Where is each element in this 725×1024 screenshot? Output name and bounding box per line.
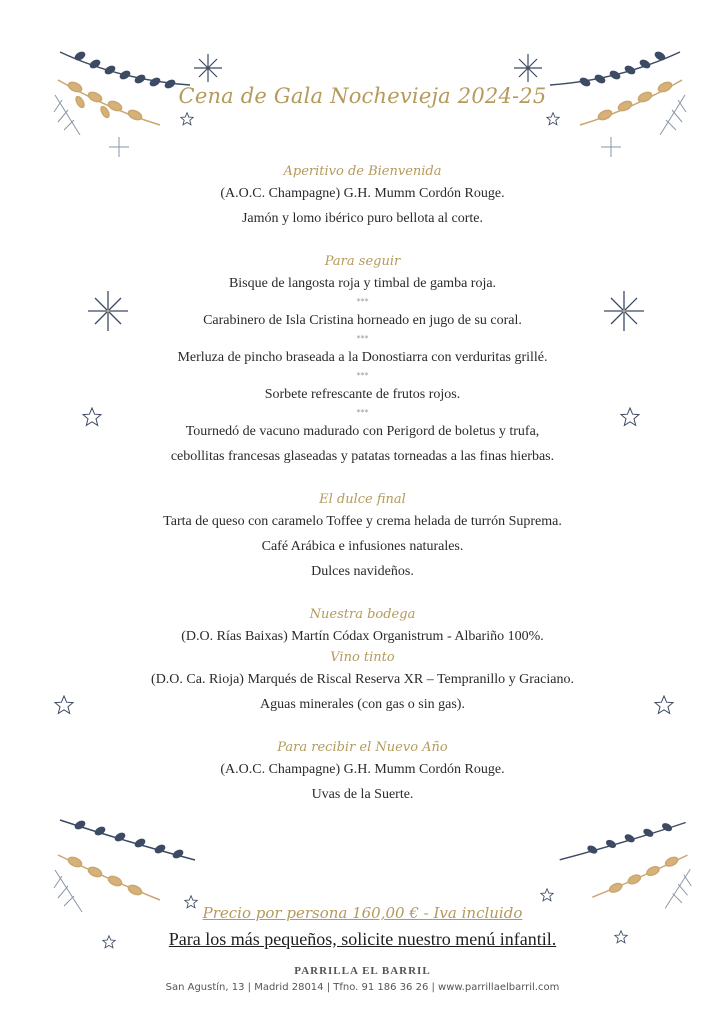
star-icon — [180, 112, 194, 126]
branch-icon — [555, 800, 695, 915]
spacer — [0, 584, 725, 606]
menu-line: Café Arábica e infusiones naturales. — [261, 539, 464, 554]
section-para-seguir — [0, 253, 725, 469]
section-dulce-final — [0, 491, 725, 584]
menu-line: Carabinero de Isla Cristina horneado en jugo de su coral. — [203, 313, 522, 328]
section-heading: Nuestra bodega — [309, 607, 416, 622]
price-line: Precio por persona 160,00 € - Iva incluido — [202, 904, 523, 922]
section-nuevo-ano — [0, 739, 725, 807]
sparkle-icon — [108, 136, 130, 158]
menu-line: Tournedó de vacuno madurado con Perigord de boletus y trufa, — [185, 424, 540, 439]
section-subheading: Vino tinto — [330, 650, 395, 665]
sparkle-icon — [600, 136, 622, 158]
menu-line: (A.O.C. Champagne) G.H. Mumm Cordón Rouge. — [220, 762, 505, 777]
menu-line: cebollitas francesas glaseadas y patatas torneadas a las finas hierbas. — [170, 449, 555, 464]
menu-line: Dulces navideños. — [311, 564, 414, 579]
menu-line: Jamón y lomo ibérico puro bellota al corte. — [241, 211, 484, 226]
separator: *** — [356, 408, 369, 417]
kids-menu-note: Para los más pequeños, solicite nuestro menú infantil. — [168, 929, 557, 949]
separator: *** — [356, 334, 369, 343]
spacer — [0, 469, 725, 491]
restaurant-contact: San Agustín, 13 | Madrid 28014 | Tfno. 91 186 36 26 | www.parrillaelbarril.com — [165, 982, 560, 993]
menu-line: Bisque de langosta roja y timbal de gamba roja. — [228, 276, 497, 291]
separator: *** — [356, 297, 369, 306]
menu-line: Sorbete refrescante de frutos rojos. — [264, 387, 461, 402]
menu-line: Uvas de la Suerte. — [311, 787, 414, 802]
restaurant-name: PARRILLA EL BARRIL — [294, 965, 431, 977]
menu-line: (D.O. Ca. Rioja) Marqués de Riscal Reserva XR – Tempranillo y Graciano. — [151, 672, 574, 687]
section-heading: El dulce final — [319, 492, 406, 507]
section-bodega — [0, 606, 725, 717]
section-heading: Aperitivo de Bienvenida — [283, 164, 442, 179]
menu-body — [0, 163, 725, 807]
menu-line: Tarta de queso con caramelo Toffee y crema helada de turrón Suprema. — [163, 514, 562, 529]
section-heading: Para recibir el Nuevo Año — [277, 740, 448, 755]
menu-line: Aguas minerales (con gas o sin gas). — [260, 697, 465, 712]
menu-line: (D.O. Rías Baixas) Martín Códax Organistrum - Albariño 100%. — [181, 629, 544, 644]
section-heading: Para seguir — [324, 254, 401, 269]
star-icon — [540, 888, 554, 902]
sparkle-icon — [512, 52, 544, 84]
star-icon — [546, 112, 560, 126]
spacer — [0, 231, 725, 253]
menu-line: (A.O.C. Champagne) G.H. Mumm Cordón Rouge. — [220, 186, 505, 201]
separator: *** — [356, 371, 369, 380]
menu-line: Merluza de pincho braseada a la Donostiarra con verduritas grillé. — [177, 350, 548, 365]
spacer — [0, 717, 725, 739]
branch-icon — [50, 800, 200, 915]
sparkle-icon — [192, 52, 224, 84]
section-aperitivo — [0, 163, 725, 231]
menu-title: Cena de Gala Nochevieja 2024-25 — [178, 84, 547, 108]
